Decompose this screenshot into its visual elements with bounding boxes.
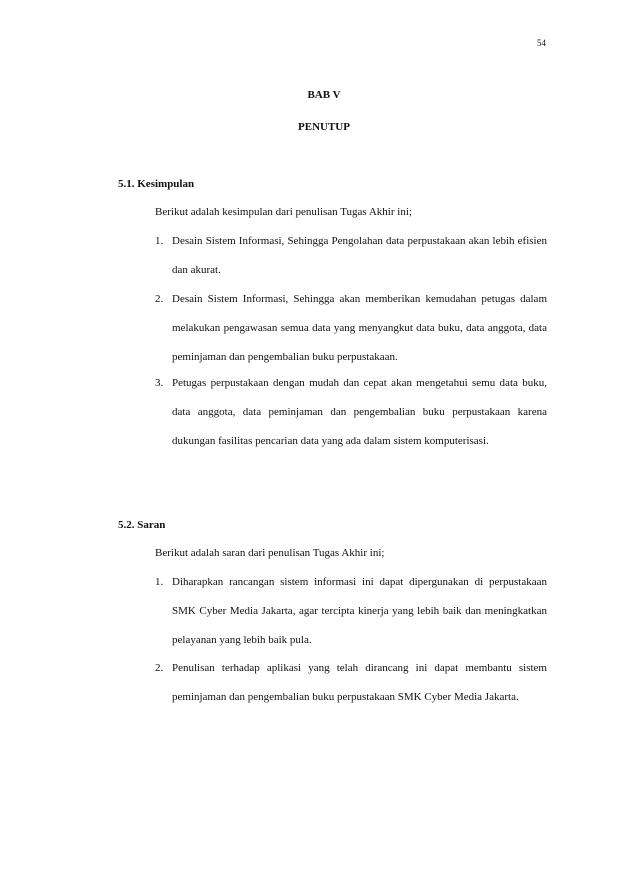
list-item-number: 2.	[155, 293, 164, 305]
chapter-number: BAB V	[307, 89, 341, 101]
list-item-text: Diharapkan rancangan sistem informasi ini dapat dipergunakan di perpustakaan SMK Cyber Media Jakarta, agar tercipta kinerja yang lebih baik dan meningkatkan pelayanan yang lebih baik pula.	[172, 576, 547, 646]
list-item-number: 3.	[155, 377, 164, 389]
section-heading-saran: 5.2. Saran	[118, 519, 166, 531]
list-item-number: 1.	[155, 235, 164, 247]
list-item-text: Penulisan terhadap aplikasi yang telah dirancang ini dapat membantu sistem peminjaman dan pengembalian buku perpustakaan SMK Cyber Media Jakarta.	[172, 662, 547, 703]
list-item	[155, 568, 547, 655]
list-item-text: Desain Sistem Informasi, Sehingga Pengolahan data perpustakaan akan lebih efisien dan akurat.	[172, 235, 547, 276]
section-intro-saran: Berikut adalah saran dari penulisan Tugas Akhir ini;	[155, 547, 385, 559]
section-heading-kesimpulan: 5.1. Kesimpulan	[118, 178, 195, 190]
list-item-text: Desain Sistem Informasi, Sehingga akan memberikan kemudahan petugas dalam melakukan pengawasan semua data yang menyangkut data buku, data anggota, data peminjaman dan pengembalian buku perpustakaan.	[172, 293, 547, 363]
list-item-number: 2.	[155, 662, 164, 674]
list-item	[155, 369, 547, 456]
chapter-title: PENUTUP	[298, 121, 350, 133]
list-item	[155, 227, 547, 285]
page-number: 54	[537, 38, 546, 48]
list-item-number: 1.	[155, 576, 164, 588]
section-intro-kesimpulan: Berikut adalah kesimpulan dari penulisan Tugas Akhir ini;	[155, 206, 412, 218]
list-item	[155, 285, 547, 372]
list-item-text: Petugas perpustakaan dengan mudah dan cepat akan mengetahui semu data buku, data anggota, data peminjaman dan pengembalian buku perpustakaan karena dukungan fasilitas pencarian data yang ada dalam sistem komputerisasi.	[172, 377, 547, 447]
list-item	[155, 654, 547, 712]
